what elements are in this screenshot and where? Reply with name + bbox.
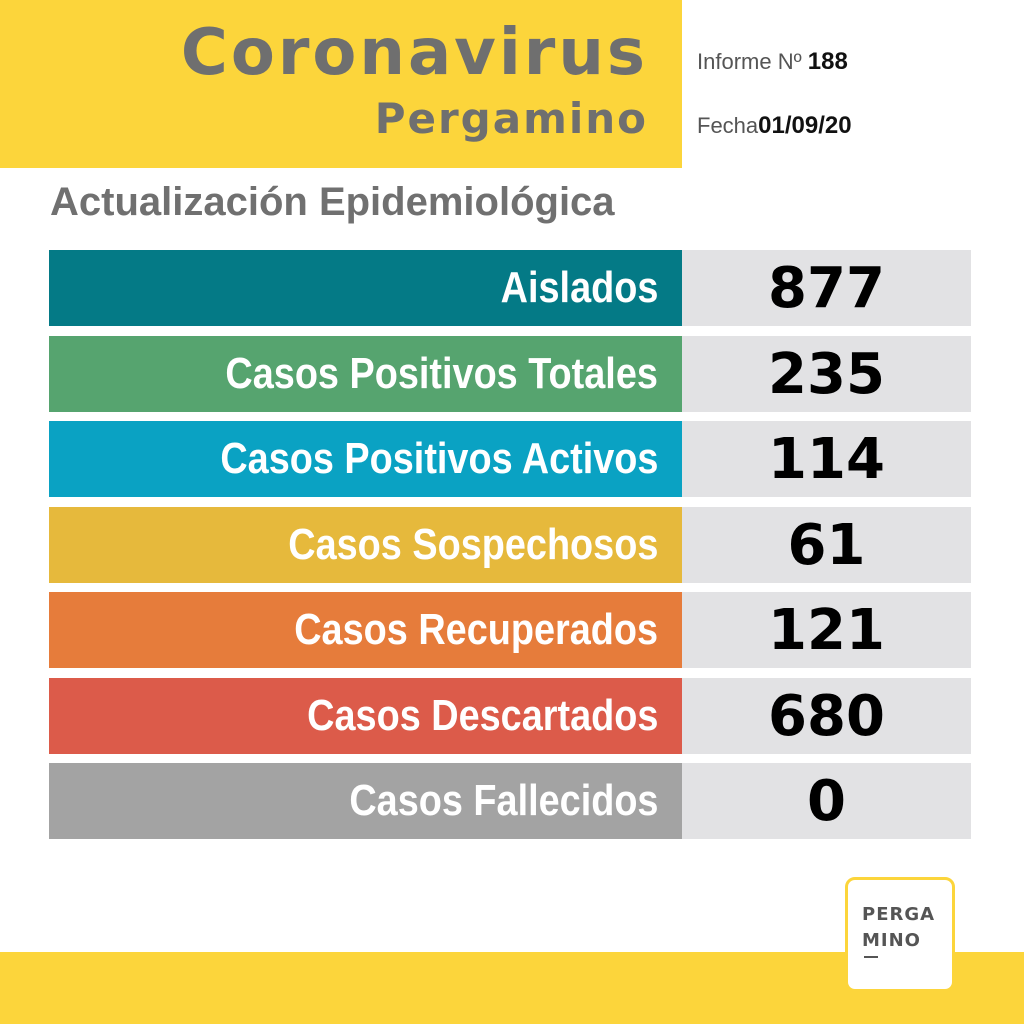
logo-underline — [864, 956, 878, 958]
stat-label-text: Casos Positivos Activos — [219, 434, 658, 483]
stat-label — [49, 678, 682, 754]
date-info — [697, 112, 852, 140]
stat-label — [49, 592, 682, 668]
stat-value: 121 — [682, 592, 971, 668]
stat-row — [49, 678, 971, 754]
stat-label-text: Casos Descartados — [306, 691, 658, 740]
stat-label — [49, 763, 682, 839]
stat-value: 61 — [682, 507, 971, 583]
logo-text-bottom: MINO — [862, 930, 921, 951]
page-title: Coronavirus — [180, 16, 648, 90]
header-banner — [0, 0, 682, 168]
stat-label — [49, 250, 682, 326]
report-number: 188 — [807, 48, 848, 75]
stat-label-text: Aislados — [500, 263, 658, 312]
stat-row — [49, 250, 971, 326]
report-info — [697, 48, 848, 76]
report-label: Informe Nº — [697, 49, 802, 74]
stat-label — [49, 421, 682, 497]
stat-row — [49, 421, 971, 497]
stat-label — [49, 336, 682, 412]
stat-label-text: Casos Fallecidos — [348, 776, 658, 825]
stat-row — [49, 336, 971, 412]
stat-row — [49, 507, 971, 583]
stat-value: 114 — [682, 421, 971, 497]
section-title: Actualización Epidemiológica — [50, 180, 615, 224]
date-value: 01/09/20 — [758, 112, 852, 139]
page-subtitle: Pergamino — [374, 94, 648, 143]
stat-value: 235 — [682, 336, 971, 412]
stat-label-text: Casos Recuperados — [294, 605, 658, 654]
logo-text-top: PERGA — [862, 904, 936, 925]
stat-value: 877 — [682, 250, 971, 326]
stat-value: 0 — [682, 763, 971, 839]
stat-label-text: Casos Positivos Totales — [225, 349, 658, 398]
stat-row — [49, 592, 971, 668]
pergamino-logo — [845, 877, 955, 992]
stat-label — [49, 507, 682, 583]
stat-label-text: Casos Sospechosos — [287, 520, 658, 569]
stat-row — [49, 763, 971, 839]
stat-value: 680 — [682, 678, 971, 754]
date-label: Fecha — [697, 113, 759, 138]
